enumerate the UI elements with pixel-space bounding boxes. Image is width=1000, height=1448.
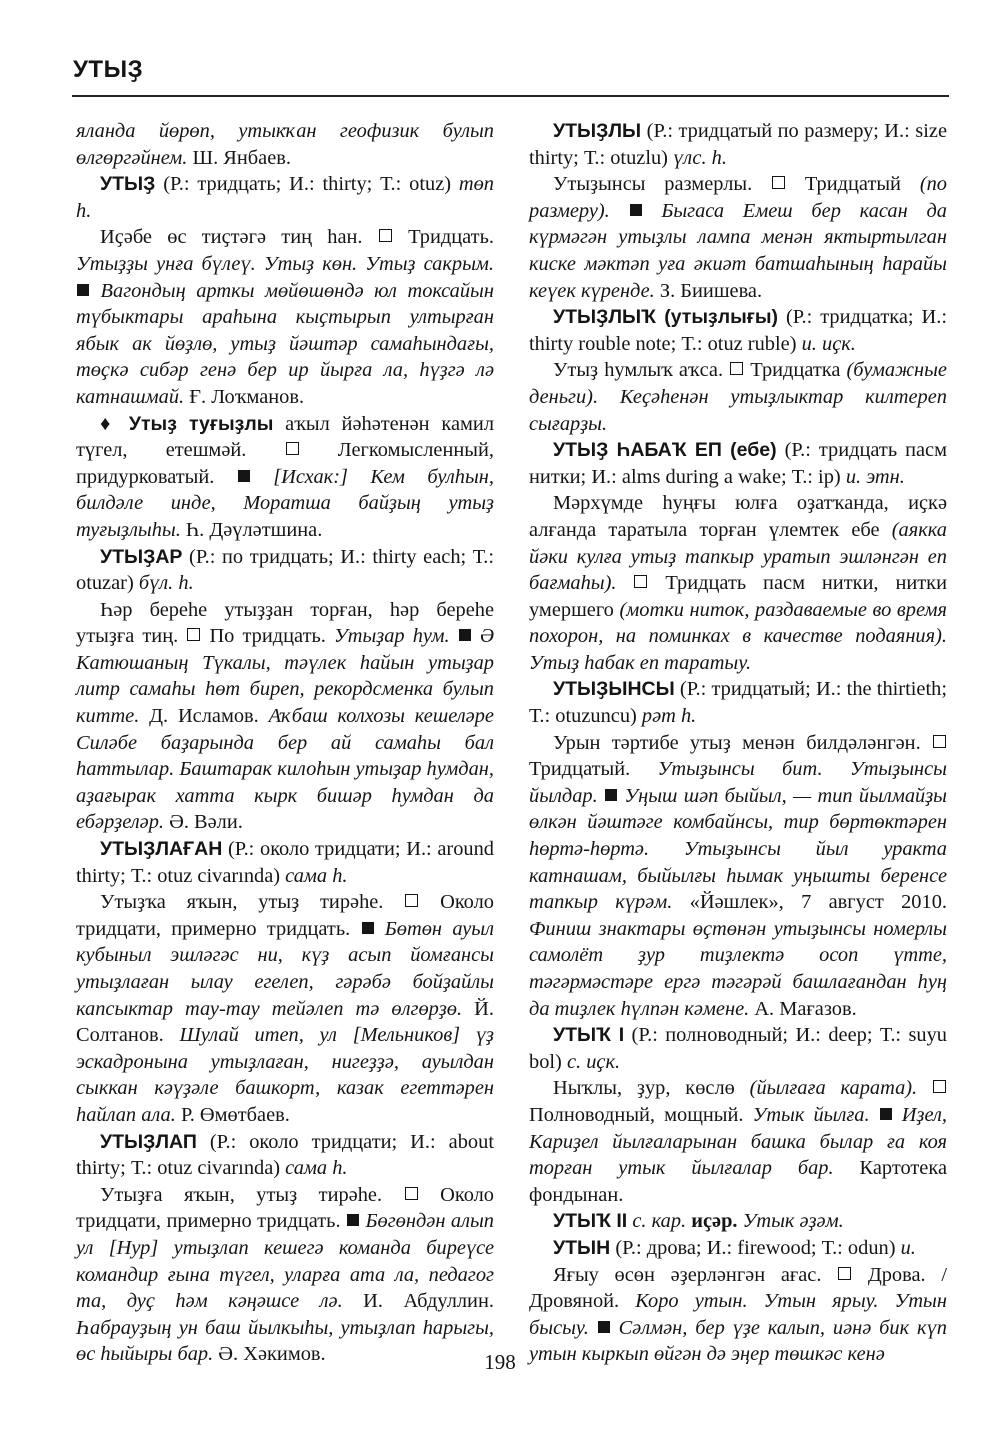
header-rule bbox=[72, 95, 949, 97]
entry-paragraph: Яғыу өсөн әҙерләнгән ағас. Дрова. / Дровяной. Коро утын. Утын ярыу. Утын бысыу. Сәлмән, бер үҙе калып, иәнә бик күп утын кыркып өйгән дә эңер төшкәс кенә bbox=[529, 1263, 947, 1366]
right-column bbox=[529, 118, 947, 1368]
entry-headword-utyn: УТЫН (Р.: дрова; И.: firewood; Т.: odun) и. bbox=[553, 1236, 916, 1259]
entry-paragraph: Һәр береһе утыҙҙан торған, һәр берeһе утыҙға тиң. По тридцать. Утыҙар һум. Ә Катюшаның Түкалы, тәүлек һайын утыҙар литр самаһы һөт бирeп, рекордсменка булып китте. Д. Исламов. Аҡбаш колхозы кешеләре Силәбе баҙарында бер ай самаһы бал һаттылар. Баштарак килоһын утыҙар һумдан, аҙағырак хатта кырк бишәр һумдан да ебәрҙеләр. Ә. Вәли. bbox=[76, 598, 494, 834]
entry-headword-utyk-2: УТЫҠ II с. кар. иҫәр. Утык әҙәм. bbox=[553, 1210, 844, 1233]
entry-headword-utyz-habak-ep: УТЫҘ ҺАБАҠ ЕП (ебе) (Р.: тридцать пасм нитки; И.: alms during a wake; Т.: ip) и. этн. bbox=[529, 439, 948, 488]
entry-headword-utyzynsy: УТЫҘЫНСЫ (Р.: тридцатый; И.: the thirtieth; Т.: otuzuncu) рәт h. bbox=[529, 678, 947, 728]
entry-idiom-utyz-tugyzly: ♦ Утыҙ туғыҙлы аҡыл йәһәтенән камил түгел, етешмәй. Легкомысленный, придурковатый. [Исхак:] Кем булһын, билдәле инде, Моратша байҙың утыҙ туғыҙлыһы. Һ. Дәүләтшина. bbox=[76, 412, 494, 541]
running-head: УТЫҘ bbox=[73, 56, 144, 83]
entry-paragraph: Утыҙ һумлыҡ аҡса. Тридцатка (бумажные деньги). Кеҫәһенән утыҙлыктар килтереп сығарҙы. bbox=[529, 359, 947, 435]
entry-paragraph: Утыҙынсы размерлы. Тридцатый (по размеру). Быгаса Емеш бер касан да күрмәгән утыҙлы лампа менән яктыртылган киске мәктәп уға әкиәт батшаһының һарайы кеүек күренде. З. Биишева. bbox=[529, 173, 948, 302]
entry-paragraph: Утыҙҡа яҡын, утыҙ тирәһе. Около тридцати, примерно тридцать. Бөтөн ауыл кубыныл эшләгәс ни, күҙ асып йомғансы утыҙлаған ылау егелеп, гәрәбә бойҙайлы капсыктар тау-тау тейәлеп тә өлгөрҙө. Й. Солтанов. Шулай итеп, ул [Мельников] үҙ эскадронына утыҙлаған, нигеҙҙә, ауылдан сыккан кәүҙәле башкорт, казак егеттәрен һайлап ала. Р. Өмөтбаев. bbox=[76, 891, 495, 1126]
entry-headword-utyzlyk: УТЫҘЛЫҠ (утыҙлығы) (Р.: тридцатка; И.: thirty rouble note; Т.: otuz ruble) и. иҫк. bbox=[529, 306, 947, 355]
entry-paragraph: яланда йөрөп, утыкҡан геофизик булып өлгөргәйнем. Ш. Янбаев. bbox=[76, 120, 494, 169]
entry-headword-utyzlap: УТЫҘЛАП (Р.: около тридцати; И.: about thirty; Т.: otuz civarında) сама h. bbox=[76, 1130, 494, 1180]
entry-headword-utyzar: УТЫҘАР (Р.: по тридцать; И.: thirty each; Т.: otuzar) бүл. h. bbox=[76, 545, 494, 595]
page-number: 198 bbox=[484, 1350, 516, 1374]
entry-paragraph: Ныҡлы, ҙур, көслө (йылғаға карата). Полноводный, мощный. Утык йылға. Иҙел, Кариҙел йылғаларынан башка былар ға коя торған утык йылғалар бар. Картотека фондынан. bbox=[529, 1077, 947, 1206]
entry-paragraph: Утыҙға яҡын, утыҙ тирәһе. Около тридцати, примерно тридцать. Бөгөндән алып ул [Нур] утыҙлап кешегә команда биреүсе командир ғына түгел, уларға ата ла, педагог та, дуҫ һәм кәңәшсе лә. И. Абдуллин. Һабрауҙың ун баш йылкыһы, утыҙлап һарыгы, өс һыйыры бар. Ә. Хәкимов. bbox=[76, 1183, 494, 1366]
entry-paragraph: Мәрхүмде һуңғы юлға оҙатҡанда, иҫкә алғанда таратыла торған үлемтек ебе (аякка йәки кулға утыҙ тапкыр уратып эшләнгән еп бағмаһы). Тридцать пасм нитки, нитки умершего (мотки ниток, раздаваемые во время похорон, на поминках в качестве подаяния). Утыҙ һабак еп таратыу. bbox=[529, 492, 947, 674]
left-column bbox=[76, 118, 494, 1368]
entry-headword-utyzly: УТЫҘЛЫ (Р.: тридцатый по размеру; И.: size thirty; Т.: otuzlu) үлс. h. bbox=[529, 120, 947, 169]
entry-headword-utyz: УТЫҘ (Р.: тридцать; И.: thirty; Т.: otuz) төп h. bbox=[76, 173, 494, 222]
entry-paragraph: Урын тәртибе утыҙ менән билдәләнгән. Тридцатый. Утыҙынсы бит. Утыҙынсы йылдар. Уңыш шәп быйыл, — тип йылмайҙы өлкән йәштәге комбайнсы, тир бөртөктәрен һөртә-һөртә. Утыҙынсы йыл уракта катнашам, быйылғы һымак уңышты беренсе тапкыр күрәм. «Йәшлек», 7 август 2010. Финиш знактары өҫтөнән утыҙынсы номерлы самолёт ҙур тиҙлектә осоп үтте, тәгәрмәстәре ергә тәгәрәй башлағандан һуң да тиҙлек һүлпән кәмене. А. Мағазов. bbox=[529, 731, 947, 1020]
entry-headword-utyzlagan: УТЫҘЛАҒАН (Р.: около тридцати; И.: around thirty; Т.: otuz civarında) сама h. bbox=[76, 838, 494, 887]
entry-headword-utyk-1: УТЫҠ I (Р.: полноводный; И.: deep; Т.: suyu bol) с. иҫк. bbox=[529, 1024, 947, 1073]
entry-paragraph: Иҫәбе өс тиҫтәгә тиң һан. Тридцать. Утыҙҙы унға бүлеү. Утыҙ көн. Утыҙ сакрым. Вагондың арткы мөйөшөндә юл токсайын түбыктары араһына кыҫтырып ултырған ябык ак йөҙлө, утыҙ йәштәр самаһындағы, төҫкә сибәр генә бер ир йырға ла, һүҙгә лә катнашмай. Ғ. Лоҡманов. bbox=[76, 226, 494, 408]
